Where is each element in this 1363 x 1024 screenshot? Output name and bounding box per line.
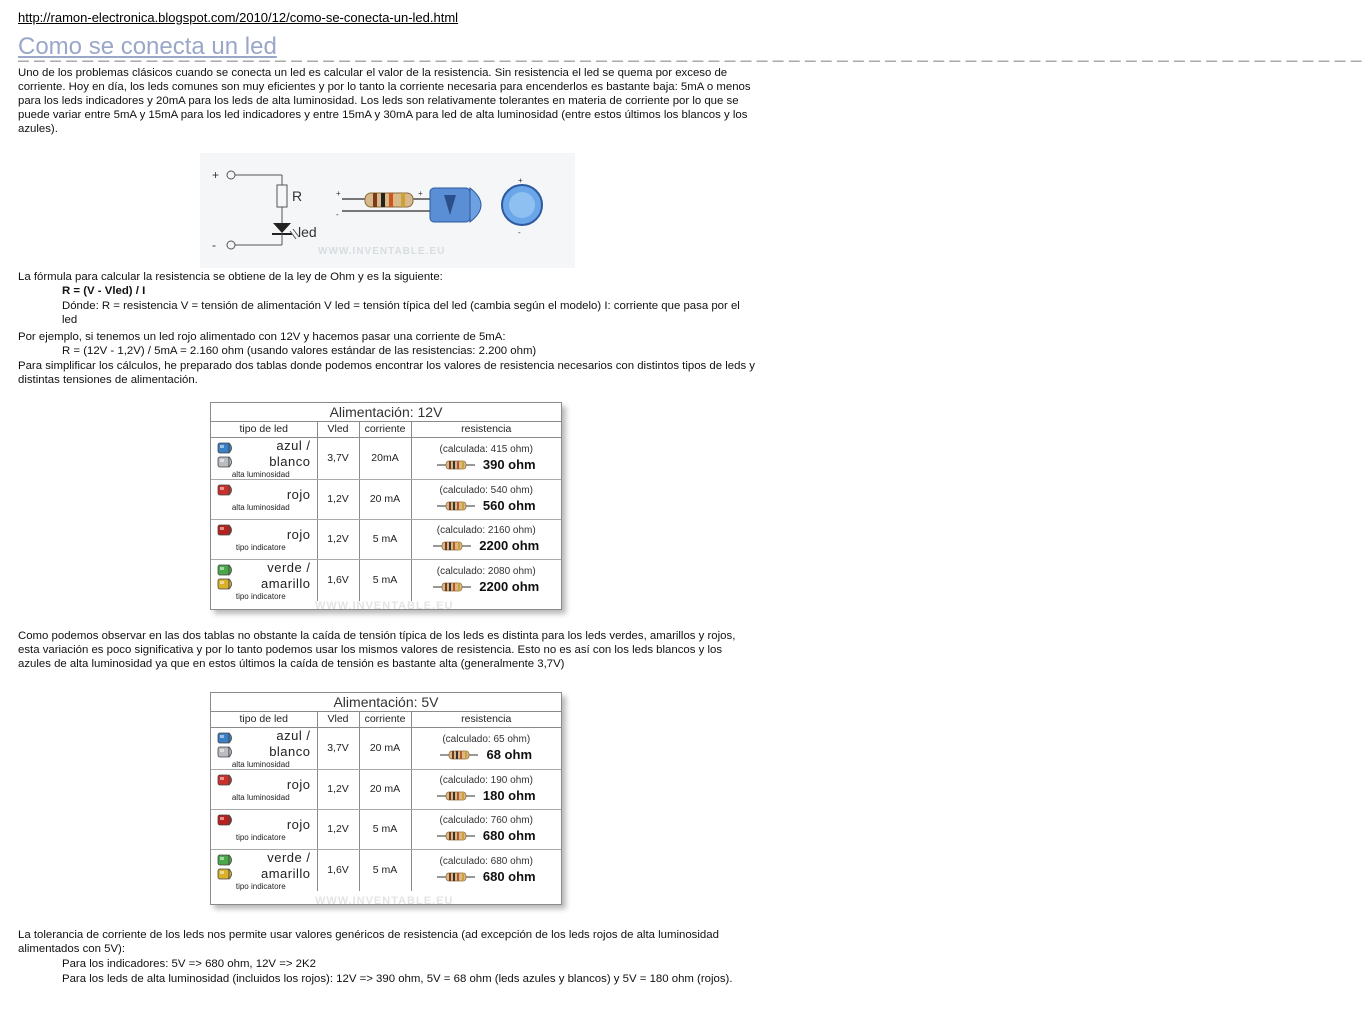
led-type-cell bbox=[211, 728, 317, 770]
led-subtype: alta luminosidad bbox=[231, 792, 290, 802]
column-header: corriente bbox=[359, 422, 411, 437]
resistor-icon bbox=[437, 791, 475, 801]
indicators-rule: Para los indicadores: 5V => 680 ohm, 12V => 2K2 bbox=[62, 958, 316, 970]
led-icon bbox=[217, 774, 235, 786]
led-icon bbox=[217, 564, 235, 576]
current-cell: 20mA bbox=[359, 438, 411, 480]
table-row bbox=[211, 438, 561, 480]
resistance-cell bbox=[411, 809, 561, 849]
resistance-cell bbox=[411, 728, 561, 770]
vled-cell: 3,7V bbox=[317, 728, 359, 770]
led-name: rojo bbox=[286, 776, 311, 792]
simplify-paragraph: Para simplificar los cálculos, he preparado dos tablas donde podemos encontrar los valores de resistencia necesarios con distintos tipos de leds y distintas tensiones de alimentación. bbox=[18, 360, 755, 386]
plus-terminal-label: + bbox=[212, 168, 220, 182]
vled-cell: 1,2V bbox=[317, 809, 359, 849]
current-cell: 5 mA bbox=[359, 519, 411, 559]
led-symbol bbox=[273, 223, 291, 233]
column-header: Vled bbox=[317, 422, 359, 437]
current-cell: 20 mA bbox=[359, 479, 411, 519]
resistance-cell bbox=[411, 438, 561, 480]
table-row bbox=[211, 809, 561, 849]
title-divider: — — — — — — — — — — — — — — — — — — — — — — — — — — — — — — — — — — — — — — — — — — — — — — — — — — — — — — — — — — — — — — — — — — — — — — — — — — — — — — — — — — — — bbox=[18, 55, 1363, 67]
table-row bbox=[211, 769, 561, 809]
led-subtype: alta luminosidad bbox=[231, 759, 290, 769]
led-name: rojo bbox=[286, 486, 311, 502]
vled-cell: 1,2V bbox=[317, 479, 359, 519]
led-icon bbox=[217, 578, 235, 590]
resistance-cell bbox=[411, 559, 561, 601]
led-icon bbox=[217, 442, 235, 454]
led-type-cell bbox=[211, 519, 317, 559]
high-luminosity-rule: Para los leds de alta luminosidad (incluidos los rojos): 12V => 390 ohm, 5V = 68 ohm (leds azules y blancos) y 5V = 180 ohm (rojos). bbox=[62, 973, 733, 985]
led-name: blanco bbox=[269, 453, 311, 469]
formula-description: Dónde: R = resistencia V = tensión de alimentación V led = tensión típica del led (cambia según el modelo) I: corriente que pasa por el led bbox=[62, 300, 740, 326]
calculated-value: (calculada: 415 ohm) bbox=[439, 444, 533, 455]
resistor-icon bbox=[433, 541, 471, 551]
led-icon bbox=[217, 746, 235, 758]
led-type-cell bbox=[211, 559, 317, 601]
resistor-icon bbox=[437, 872, 475, 882]
led-type-cell bbox=[211, 438, 317, 480]
resistance-cell bbox=[411, 769, 561, 809]
resistor-icon bbox=[433, 582, 471, 592]
calculated-value: (calculado: 2160 ohm) bbox=[436, 525, 536, 536]
led-type-cell bbox=[211, 849, 317, 891]
minus-terminal-label: - bbox=[212, 238, 216, 252]
table-title: Alimentación: 5V bbox=[211, 693, 561, 712]
led-type-cell bbox=[211, 809, 317, 849]
vled-cell: 3,7V bbox=[317, 438, 359, 480]
resistance-value: 180 ohm bbox=[482, 788, 536, 803]
led-name: azul / bbox=[276, 437, 311, 453]
column-header: tipo de led bbox=[211, 422, 317, 437]
column-header: tipo de led bbox=[211, 712, 317, 727]
table-watermark: WWW.INVENTABLE.EU bbox=[315, 895, 454, 907]
led-subtype: tipo indicatore bbox=[235, 591, 286, 601]
led-name: rojo bbox=[286, 526, 311, 542]
led-icon bbox=[217, 854, 235, 866]
resistance-cell bbox=[411, 519, 561, 559]
led-name: verde / bbox=[267, 559, 311, 575]
example-intro: Por ejemplo, si tenemos un led rojo alimentado con 12V y hacemos pasar una corriente de 5mA: bbox=[18, 331, 506, 343]
led-subtype: tipo indicatore bbox=[235, 832, 286, 842]
column-header: resistencia bbox=[411, 422, 561, 437]
led-name: azul / bbox=[276, 727, 311, 743]
calculated-value: (calculado: 540 ohm) bbox=[439, 485, 533, 496]
led-icon bbox=[217, 868, 235, 880]
page-title[interactable]: Como se conecta un led bbox=[18, 33, 277, 60]
led-subtype: tipo indicatore bbox=[235, 881, 286, 891]
table-watermark: WWW.INVENTABLE.EU bbox=[315, 600, 454, 612]
resistance-value: 680 ohm bbox=[482, 869, 536, 884]
table-row bbox=[211, 479, 561, 519]
svg-text:-: - bbox=[336, 210, 339, 219]
resistor-label: R bbox=[292, 188, 303, 204]
middle-paragraph: Como podemos observar en las dos tablas no obstante la caída de tensión típica de los leds es distinta para los leds verdes, amarillos y rojos, esta variación es poco significativa y por lo tanto podemos usar los mismos valores de resistencia. Esto no es así con los leds blancos y los azules de alta luminosidad ya que en estos últimos la caída de tensión es bastante alta (generalmente 3,7V) bbox=[18, 630, 736, 670]
resistor-icon bbox=[437, 460, 475, 470]
led-icon bbox=[217, 524, 235, 536]
resistance-cell bbox=[411, 479, 561, 519]
table-12v bbox=[210, 402, 562, 610]
current-cell: 20 mA bbox=[359, 769, 411, 809]
tolerance-paragraph: La tolerancia de corriente de los leds nos permite usar valores genéricos de resistencia (ad excepción de los leds rojos de alta luminosidad alimentados con 5V): bbox=[18, 929, 719, 955]
led-label: led bbox=[298, 224, 317, 240]
table-row bbox=[211, 559, 561, 601]
example-formula: R = (12V - 1,2V) / 5mA = 2.160 ohm (usando valores estándar de las resistencias: 2.200 ohm) bbox=[62, 345, 537, 357]
current-cell: 20 mA bbox=[359, 728, 411, 770]
current-cell: 5 mA bbox=[359, 559, 411, 601]
table-5v bbox=[210, 692, 562, 905]
led-type-cell bbox=[211, 479, 317, 519]
vled-cell: 1,6V bbox=[317, 559, 359, 601]
calculated-value: (calculado: 2080 ohm) bbox=[436, 566, 536, 577]
terminal-circle-bottom bbox=[227, 241, 235, 249]
vled-cell: 1,2V bbox=[317, 769, 359, 809]
figure-watermark: WWW.INVENTABLE.EU bbox=[318, 246, 446, 257]
resistance-value: 560 ohm bbox=[482, 498, 536, 513]
svg-text:+: + bbox=[336, 189, 341, 198]
vled-cell: 1,2V bbox=[317, 519, 359, 559]
column-header: corriente bbox=[359, 712, 411, 727]
table-row bbox=[211, 849, 561, 891]
current-cell: 5 mA bbox=[359, 849, 411, 891]
led-icon bbox=[217, 456, 235, 468]
circuit-figure bbox=[200, 153, 575, 268]
resistance-value: 680 ohm bbox=[482, 828, 536, 843]
led-icon bbox=[217, 732, 235, 744]
table-row bbox=[211, 728, 561, 770]
formula-intro: La fórmula para calcular la resistencia se obtiene de la ley de Ohm y es la siguiente: bbox=[18, 271, 443, 283]
svg-text:+: + bbox=[518, 176, 523, 185]
table-title: Alimentación: 12V bbox=[211, 403, 561, 422]
led-subtype: alta luminosidad bbox=[231, 469, 290, 479]
calculated-value: (calculado: 190 ohm) bbox=[439, 775, 533, 786]
intro-paragraph: Uno de los problemas clásicos cuando se conecta un led es calcular el valor de la resistencia. Sin resistencia el led se quema por exceso de corriente. Hoy en día, los leds comunes son muy eficientes y por lo tanto la corriente necesaria para encenderlos es bastante baja: 5mA o menos para los leds indicadores y 20mA para los leds de alta luminosidad. Los leds son relativamente tolerantes en materia de corriente por lo que se puede variar entre 5mA y 15mA para los led indicadores y entre 15mA y 30mA para led de alta luminosidad (entre estos últimos los blancos y los azules). bbox=[18, 67, 751, 135]
resistance-value: 2200 ohm bbox=[479, 579, 540, 594]
resistance-value: 2200 ohm bbox=[479, 538, 540, 553]
led-icon bbox=[217, 814, 235, 826]
formula: R = (V - Vled) / I bbox=[62, 285, 146, 297]
resistor-icon bbox=[437, 831, 475, 841]
current-cell: 5 mA bbox=[359, 809, 411, 849]
table-row bbox=[211, 519, 561, 559]
page-url[interactable]: http://ramon-electronica.blogspot.com/2010/12/como-se-conecta-un-led.html bbox=[18, 10, 459, 25]
resistance-value: 390 ohm bbox=[482, 457, 536, 472]
svg-text:+: + bbox=[418, 189, 423, 198]
resistor-icon bbox=[437, 501, 475, 511]
terminal-circle-top bbox=[227, 171, 235, 179]
led-name: verde / bbox=[267, 849, 311, 865]
svg-text:-: - bbox=[518, 228, 521, 237]
led-icon bbox=[217, 484, 235, 496]
resistor-symbol bbox=[277, 185, 287, 207]
calculated-value: (calculado: 680 ohm) bbox=[439, 856, 533, 867]
led-type-cell bbox=[211, 769, 317, 809]
led-name: amarillo bbox=[260, 865, 311, 881]
calculated-value: (calculado: 65 ohm) bbox=[442, 734, 531, 745]
vled-cell: 1,6V bbox=[317, 849, 359, 891]
led-name: rojo bbox=[286, 816, 311, 832]
resistance-value: 68 ohm bbox=[486, 747, 532, 762]
led-subtype: tipo indicatore bbox=[235, 542, 286, 552]
led-name: blanco bbox=[269, 743, 311, 759]
resistor-icon bbox=[440, 750, 478, 760]
calculated-value: (calculado: 760 ohm) bbox=[439, 815, 533, 826]
column-header: resistencia bbox=[411, 712, 561, 727]
led-name: amarillo bbox=[260, 575, 311, 591]
led-subtype: alta luminosidad bbox=[231, 502, 290, 512]
resistance-cell bbox=[411, 849, 561, 891]
column-header: Vled bbox=[317, 712, 359, 727]
